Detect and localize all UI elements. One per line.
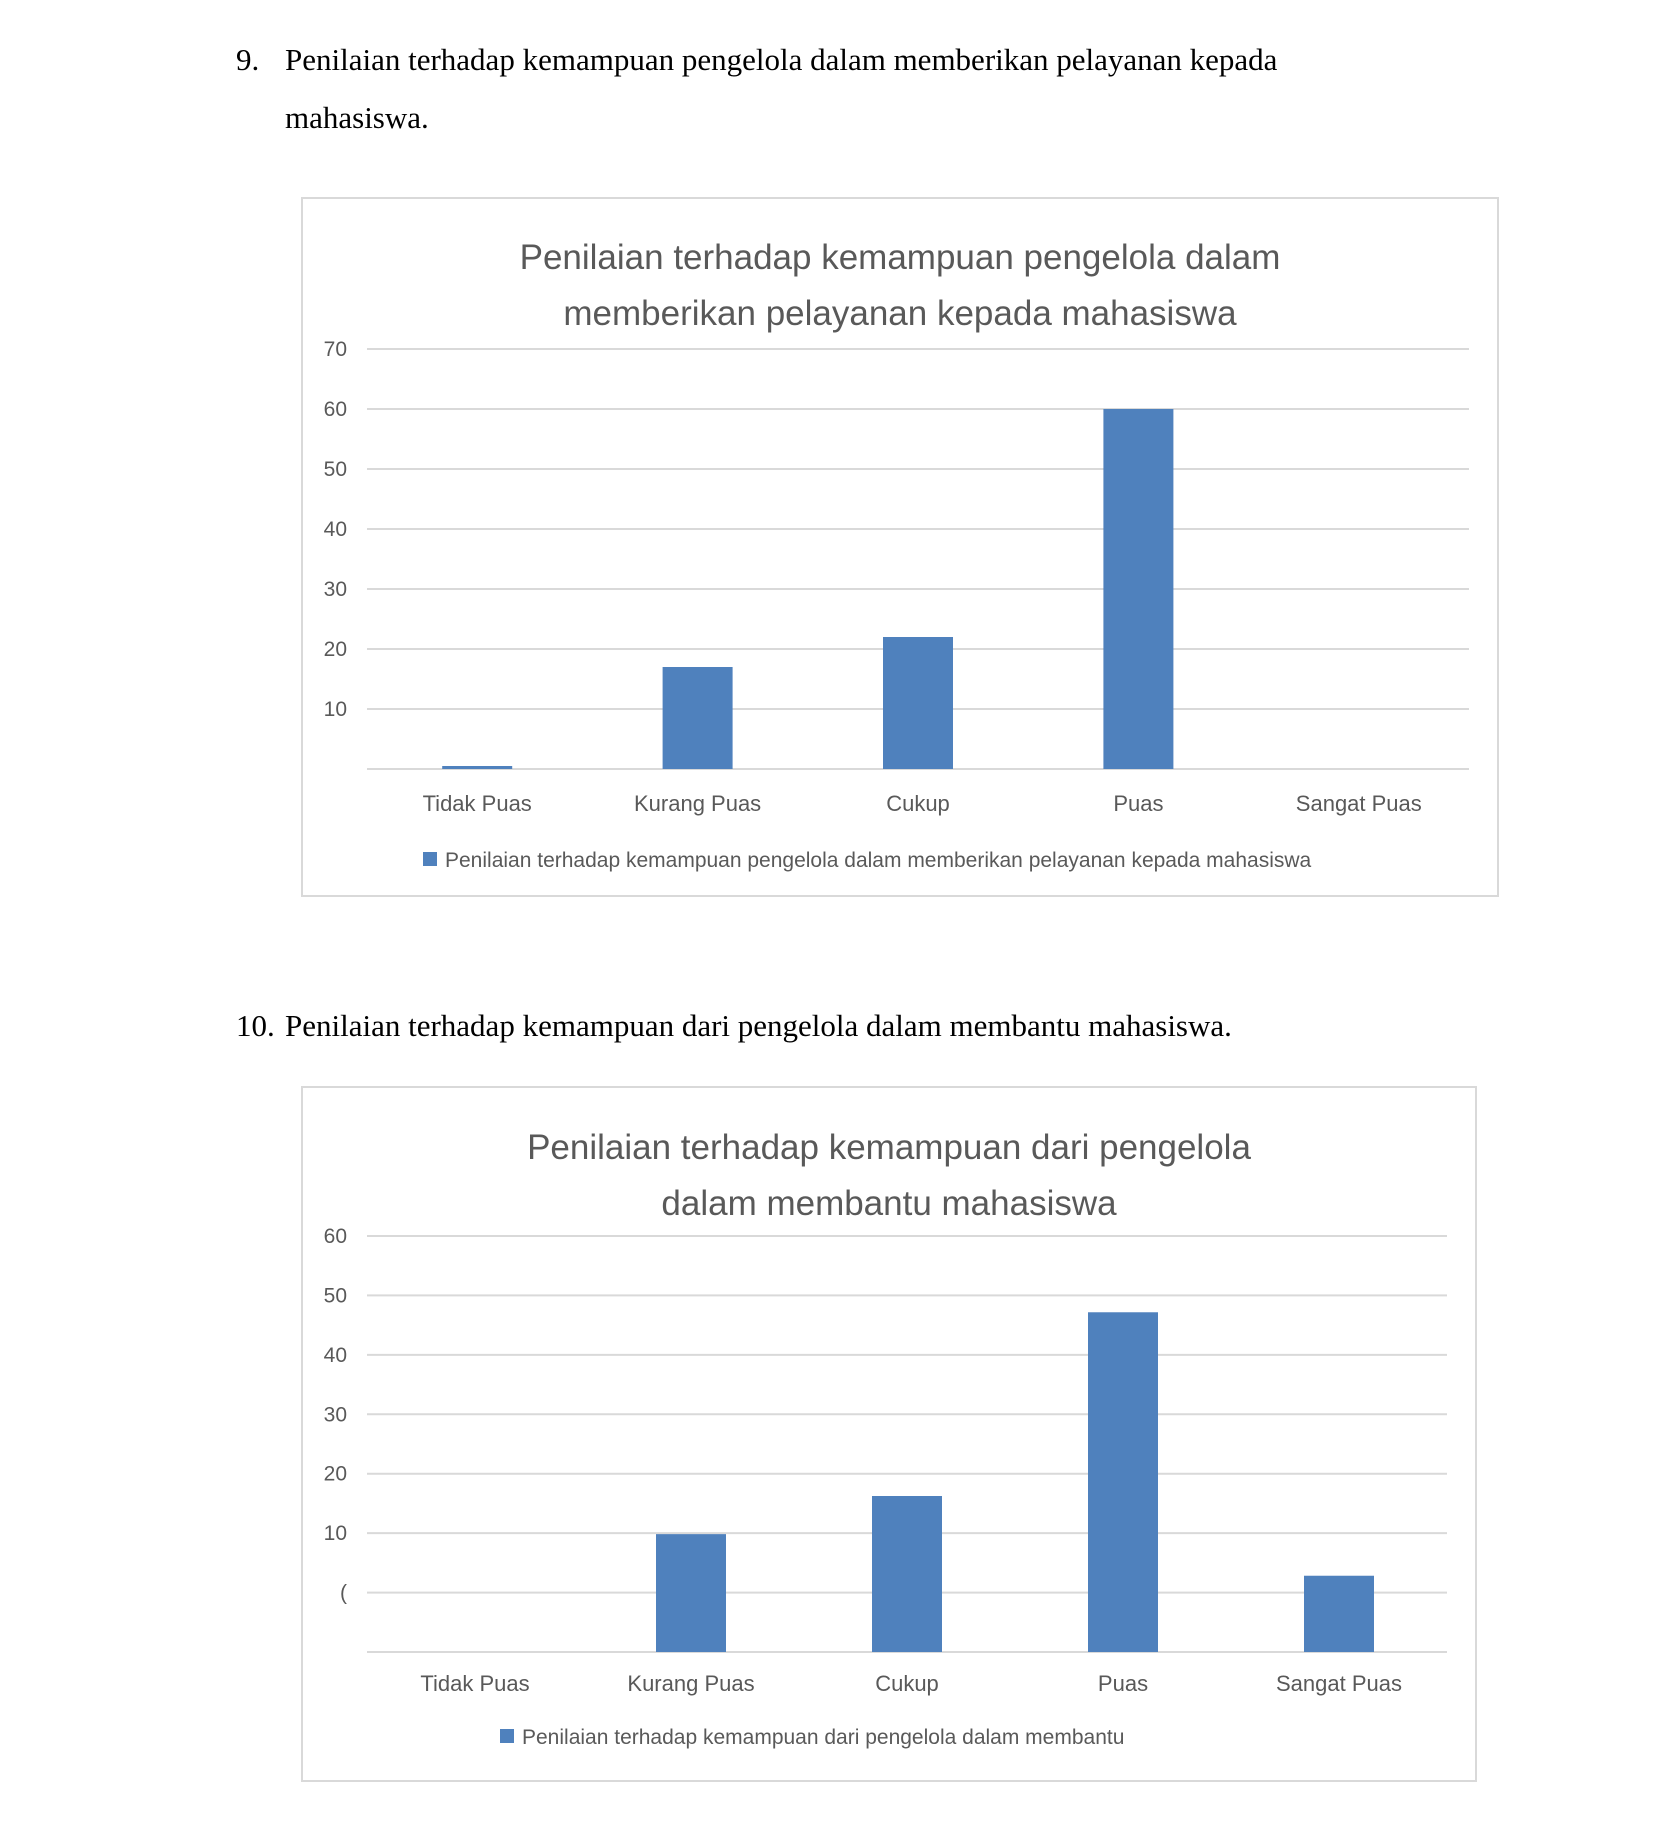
category-label: Kurang Puas [633, 791, 762, 816]
y-tick-label: 60 [323, 1225, 347, 1248]
category-label: Cukup [886, 791, 950, 816]
question-text-line2: mahasiswa. [285, 100, 429, 135]
bar [1304, 1576, 1374, 1652]
y-tick-label: 50 [323, 1284, 347, 1308]
bar [1103, 409, 1173, 769]
y-tick-label: 10 [323, 698, 347, 721]
chart-title-line: memberikan pelayanan kepada mahasiswa [563, 294, 1237, 333]
y-tick-label: 20 [323, 1462, 347, 1486]
bar [872, 1496, 942, 1652]
legend-label: Penilaian terhadap kemampuan dari pengelola dalam membantu [522, 1726, 1125, 1749]
question-text-line1: Penilaian terhadap kemampuan pengelola dalam memberikan pelayanan kepada [285, 42, 1278, 77]
bar [1088, 1312, 1158, 1652]
chart-title-line: Penilaian terhadap kemampuan dari pengelola [527, 1128, 1251, 1167]
y-tick-label: 60 [323, 398, 347, 421]
bar [656, 1534, 726, 1652]
category-label: Kurang Puas [627, 1671, 755, 1696]
y-tick-label: 20 [323, 638, 347, 661]
category-label: Cukup [875, 1671, 939, 1696]
bar [663, 667, 733, 769]
legend-label: Penilaian terhadap kemampuan pengelola dalam memberikan pelayanan kepada mahasiswa [445, 849, 1312, 872]
y-tick-label: 30 [323, 1403, 347, 1427]
category-label: Puas [1097, 1671, 1149, 1696]
category-label: Sangat Puas [1276, 1671, 1402, 1696]
category-label: Tidak Puas [422, 791, 532, 816]
y-tick-label: 30 [323, 578, 347, 601]
category-label: Sangat Puas [1295, 791, 1422, 816]
question-10 [236, 997, 1536, 1057]
y-tick-label: 70 [323, 338, 347, 361]
chart-2-container [301, 1086, 1477, 1782]
question-number: 10. [236, 1008, 275, 1043]
question-text-line1: Penilaian terhadap kemampuan dari pengelola dalam membantu mahasiswa. [285, 1008, 1232, 1043]
chart-title-line: Penilaian terhadap kemampuan pengelola dalam [519, 238, 1281, 277]
bar [883, 637, 953, 769]
question-9 [236, 31, 1536, 151]
legend-swatch [500, 1729, 514, 1743]
category-label: Puas [1113, 791, 1164, 816]
category-label: Tidak Puas [420, 1671, 530, 1696]
y-tick-label: 10 [323, 1522, 347, 1546]
y-tick-label: 50 [323, 458, 347, 481]
chart-title-line: dalam membantu mahasiswa [661, 1184, 1117, 1223]
chart-1-container [301, 197, 1499, 897]
chart-1 [303, 199, 1497, 895]
y-tick-label: 40 [323, 518, 347, 541]
bar [442, 766, 512, 769]
legend-swatch [423, 852, 437, 866]
question-number: 9. [236, 42, 260, 77]
y-tick-label: ( [340, 1581, 347, 1605]
chart-2 [303, 1088, 1475, 1780]
y-tick-label: 40 [323, 1343, 347, 1367]
